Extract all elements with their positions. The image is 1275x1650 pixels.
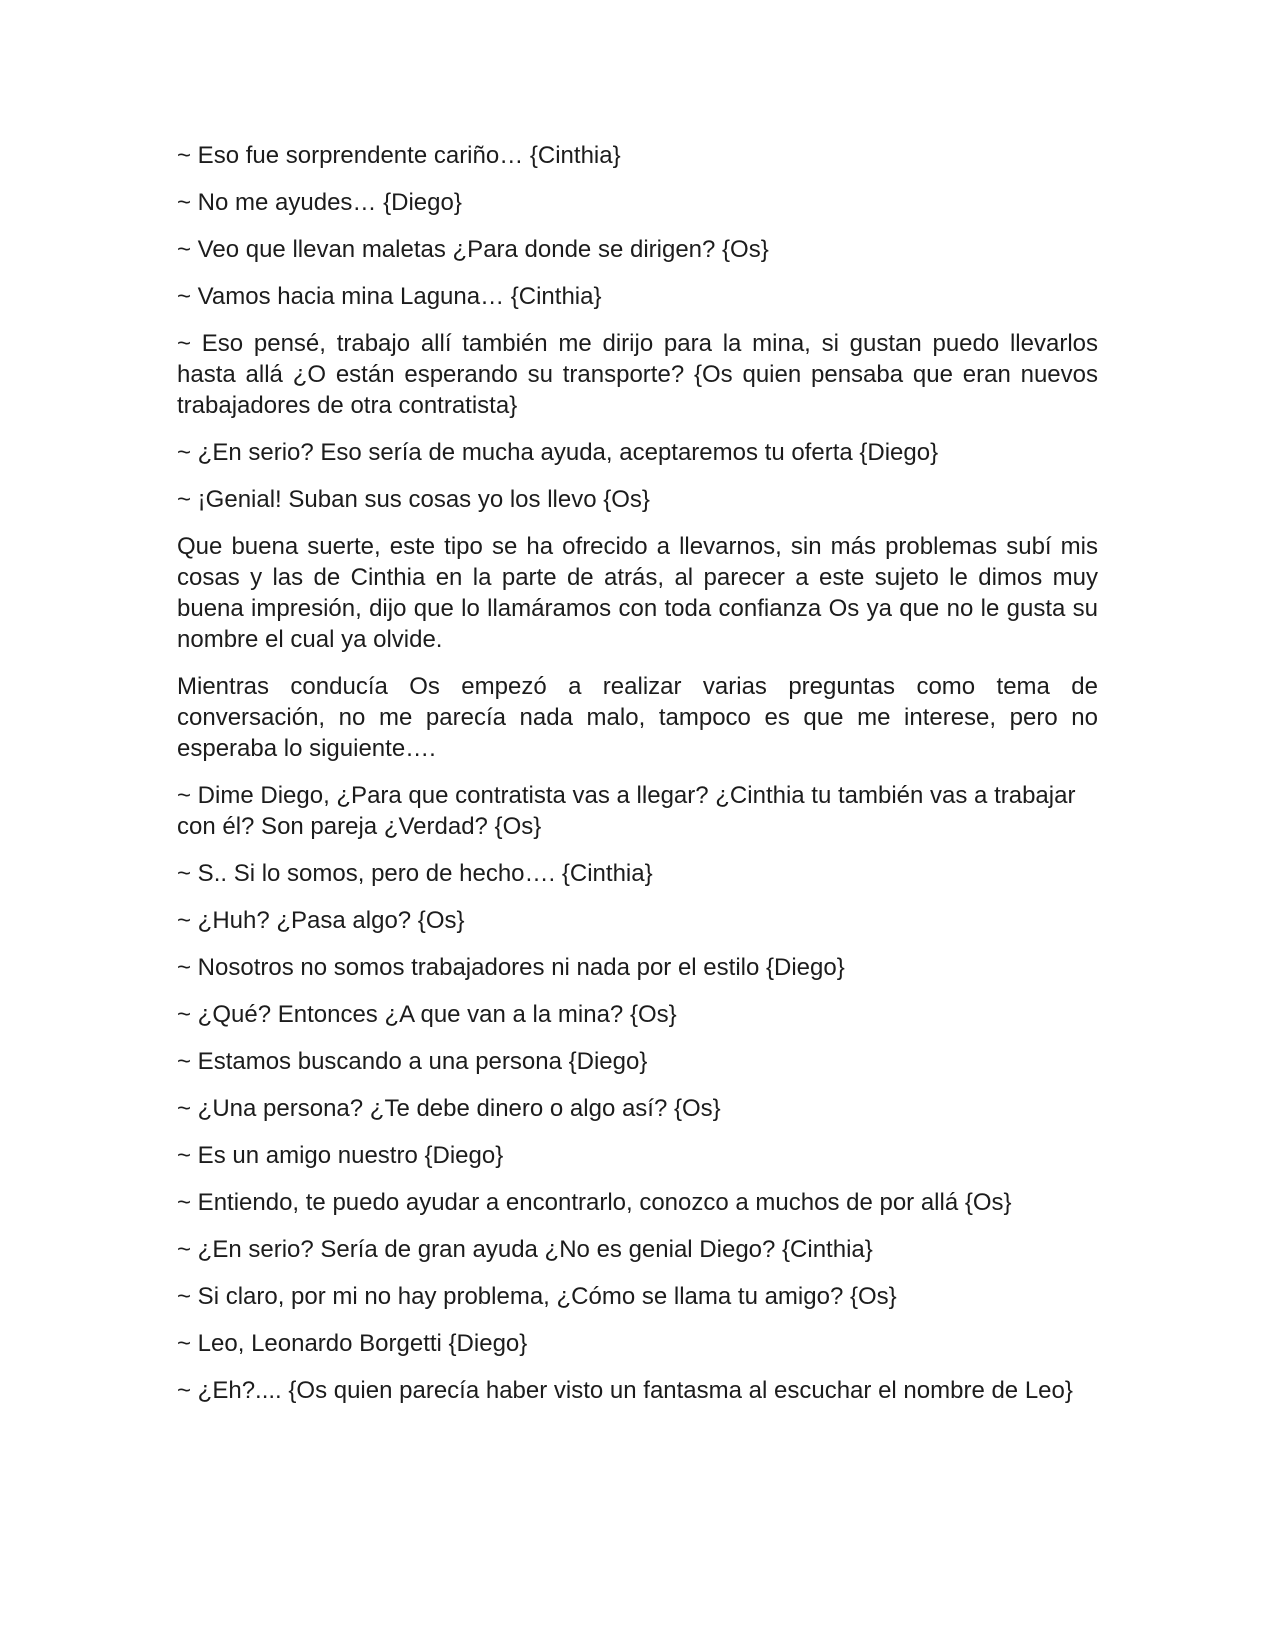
dialogue-line: ~ Estamos buscando a una persona {Diego} xyxy=(177,1048,648,1075)
dialogue-line: ~ Nosotros no somos trabajadores ni nada por el estilo {Diego} xyxy=(177,954,845,981)
dialogue-line: ~ ¿Eh?.... {Os quien parecía haber visto un fantasma al escuchar el nombre de Leo} xyxy=(177,1377,1073,1404)
dialogue-line: ~ ¿Una persona? ¿Te debe dinero o algo así? {Os} xyxy=(177,1095,721,1122)
dialogue-line: ~ Veo que llevan maletas ¿Para donde se dirigen? {Os} xyxy=(177,236,769,263)
narrative-paragraph: Que buena suerte, este tipo se ha ofrecido a llevarnos, sin más problemas subí mis cosas y las de Cinthia en la parte de atrás, al parecer a este sujeto le dimos muy buena impresión, dijo que lo llamáramos con toda confianza Os ya que no le gusta su nombre el cual ya olvide. xyxy=(177,533,1098,653)
dialogue-line: ~ ¿En serio? Sería de gran ayuda ¿No es genial Diego? {Cinthia} xyxy=(177,1236,873,1263)
dialogue-line: ~ Eso pensé, trabajo allí también me dirijo para la mina, si gustan puedo llevarlos hasta allá ¿O están esperando su transporte? {Os quien pensaba que eran nuevos trabajadores de otra contratista} xyxy=(177,330,1098,419)
dialogue-line: ~ ¿En serio? Eso sería de mucha ayuda, aceptaremos tu oferta {Diego} xyxy=(177,439,939,466)
dialogue-line: ~ Dime Diego, ¿Para que contratista vas a llegar? ¿Cinthia tu también vas a trabajar con él? Son pareja ¿Verdad? {Os} xyxy=(177,782,1076,840)
dialogue-line: ~ ¿Qué? Entonces ¿A que van a la mina? {Os} xyxy=(177,1001,677,1028)
dialogue-line: ~ Eso fue sorprendente cariño… {Cinthia} xyxy=(177,142,621,169)
dialogue-line: ~ Es un amigo nuestro {Diego} xyxy=(177,1142,504,1169)
dialogue-line: ~ Entiendo, te puedo ayudar a encontrarlo, conozco a muchos de por allá {Os} xyxy=(177,1189,1012,1216)
dialogue-line: ~ ¡Genial! Suban sus cosas yo los llevo {Os} xyxy=(177,486,650,513)
dialogue-line: ~ Vamos hacia mina Laguna… {Cinthia} xyxy=(177,283,602,310)
narrative-paragraph: Mientras conducía Os empezó a realizar varias preguntas como tema de conversación, no me parecía nada malo, tampoco es que me interese, pero no esperaba lo siguiente…. xyxy=(177,673,1098,762)
dialogue-line: ~ S.. Si lo somos, pero de hecho…. {Cinthia} xyxy=(177,860,653,887)
dialogue-line: ~ No me ayudes… {Diego} xyxy=(177,189,462,216)
dialogue-line: ~ Si claro, por mi no hay problema, ¿Cómo se llama tu amigo? {Os} xyxy=(177,1283,897,1310)
dialogue-line: ~ Leo, Leonardo Borgetti {Diego} xyxy=(177,1330,528,1357)
document-body xyxy=(177,140,1098,1422)
dialogue-line: ~ ¿Huh? ¿Pasa algo? {Os} xyxy=(177,907,465,934)
